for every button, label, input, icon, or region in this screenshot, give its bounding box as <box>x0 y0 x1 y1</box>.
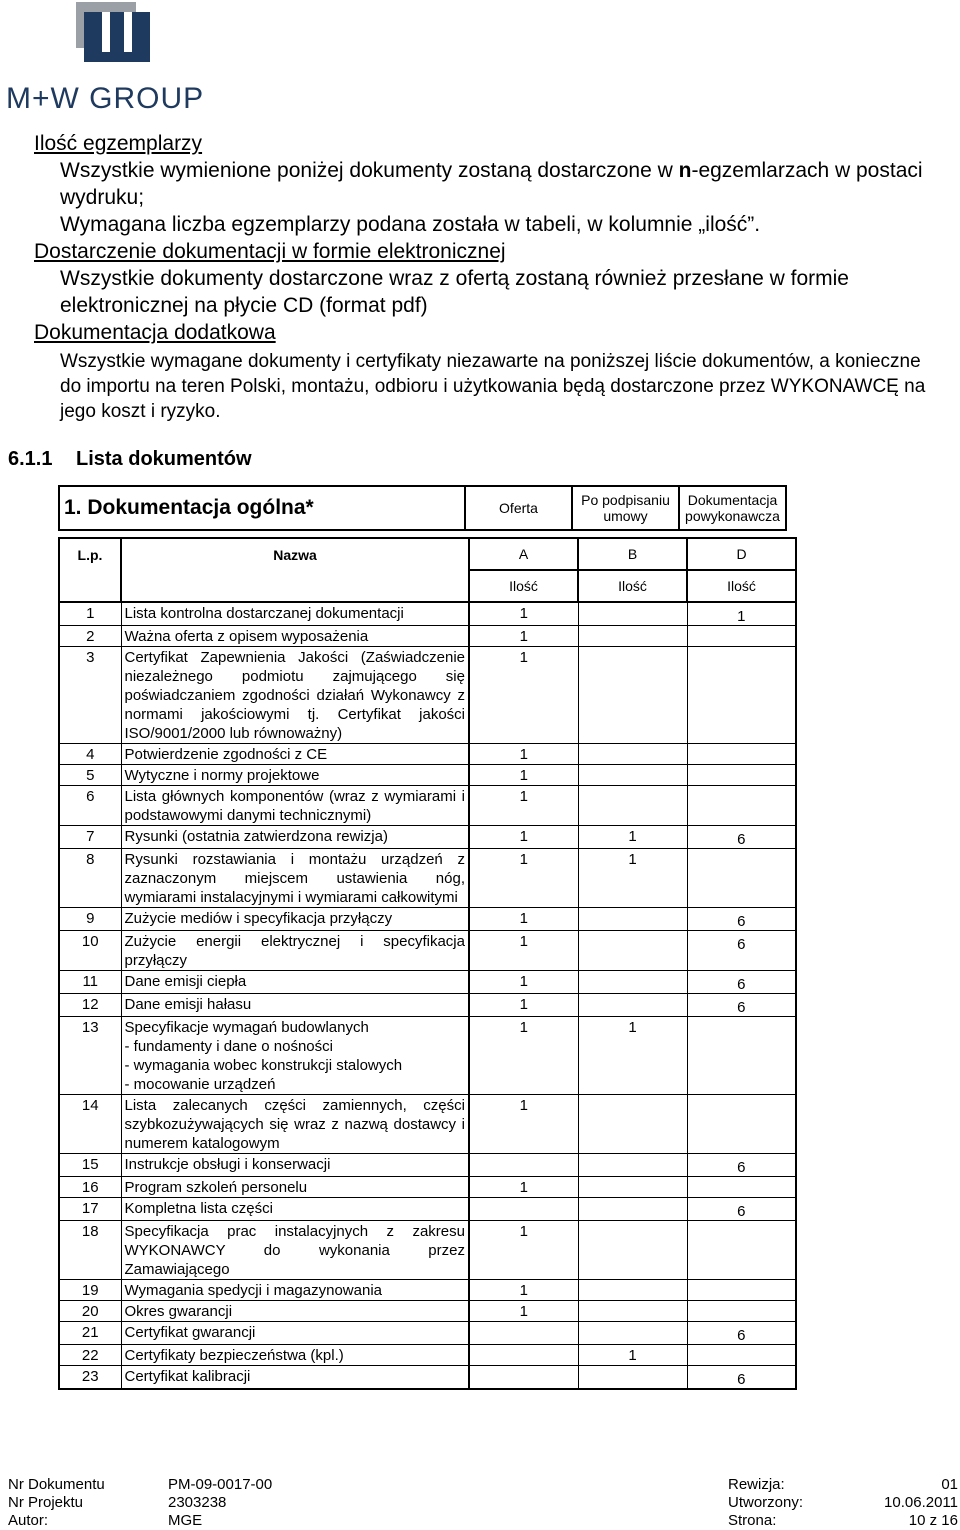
row-qty-after-signing: 1 <box>578 1017 687 1095</box>
row-number: 14 <box>59 1095 121 1154</box>
row-document-name: Certyfikaty bezpieczeństwa (kpl.) <box>121 1345 469 1366</box>
table-row <box>59 1221 796 1280</box>
row-qty-offer: 1 <box>469 765 578 786</box>
footer-label: Autor: <box>8 1512 49 1529</box>
logo-mark-icon <box>76 2 152 64</box>
row-number: 3 <box>59 647 121 744</box>
row-number: 1 <box>59 602 121 626</box>
table-row <box>59 1198 796 1221</box>
row-number: 17 <box>59 1198 121 1221</box>
table-row <box>59 931 796 971</box>
table-row <box>59 1301 796 1322</box>
paragraph-copies <box>60 157 944 211</box>
table-row <box>59 1322 796 1345</box>
row-qty-as-built <box>687 849 796 908</box>
row-document-name: Dane emisji ciepła <box>121 971 469 994</box>
row-document-name: Rysunki (ostatnia zatwierdzona rewizja) <box>121 826 469 849</box>
table-row <box>59 1366 796 1390</box>
row-qty-offer <box>469 1322 578 1345</box>
col-header-after-signing: Po podpisaniu umowy <box>572 486 679 530</box>
row-document-name: Ważna oferta z opisem wyposażenia <box>121 626 469 647</box>
col-name: Nazwa <box>121 538 469 602</box>
footer-label: Utworzony: <box>728 1494 804 1511</box>
footer-value: 2303238 <box>168 1494 227 1511</box>
row-qty-offer: 1 <box>469 971 578 994</box>
table-row <box>59 765 796 786</box>
table-row <box>59 1177 796 1198</box>
company-logo <box>6 2 226 115</box>
row-qty-as-built: 1 <box>687 602 796 626</box>
row-qty-after-signing <box>578 1366 687 1390</box>
col-header-offer: Oferta <box>465 486 572 530</box>
row-number: 19 <box>59 1280 121 1301</box>
row-qty-as-built <box>687 1345 796 1366</box>
row-qty-offer: 1 <box>469 744 578 765</box>
footer-value: 01 <box>941 1476 958 1493</box>
row-document-name: Lista zalecanych części zamiennych, części szybkozużywających się wraz z nazwą dostawcy i numerem katalogowym <box>121 1095 469 1154</box>
footer-row-document <box>8 1476 958 1494</box>
row-document-name: Specyfikacja prac instalacyjnych z zakresu WYKONAWCY do wykonania przez Zamawiającego <box>121 1221 469 1280</box>
row-qty-after-signing <box>578 1221 687 1280</box>
row-qty-after-signing <box>578 744 687 765</box>
row-qty-after-signing <box>578 994 687 1017</box>
row-qty-after-signing <box>578 1198 687 1221</box>
row-qty-as-built <box>687 1301 796 1322</box>
row-number: 6 <box>59 786 121 826</box>
section-title <box>8 448 252 471</box>
row-number: 15 <box>59 1154 121 1177</box>
row-qty-offer <box>469 1345 578 1366</box>
col-d: D <box>687 538 796 570</box>
row-number: 7 <box>59 826 121 849</box>
row-number: 20 <box>59 1301 121 1322</box>
row-qty-offer: 1 <box>469 602 578 626</box>
row-number: 4 <box>59 744 121 765</box>
row-qty-as-built: 6 <box>687 826 796 849</box>
footer-label: Nr Projektu <box>8 1494 84 1511</box>
table-row <box>59 971 796 994</box>
row-document-name-line: - fundamenty i dane o nośności <box>124 1038 333 1055</box>
row-qty-as-built: 6 <box>687 1198 796 1221</box>
row-qty-offer: 1 <box>469 1280 578 1301</box>
p1-pre: Wszystkie wymienione poniżej dokumenty zostaną dostarczone w <box>60 159 679 182</box>
row-qty-as-built <box>687 647 796 744</box>
row-qty-as-built: 6 <box>687 908 796 931</box>
heading-additional: Dokumentacja dodatkowa <box>34 321 276 344</box>
page-footer <box>8 1476 958 1530</box>
row-document-name: Wytyczne i normy projektowe <box>121 765 469 786</box>
footer-label: Rewizja: <box>728 1476 785 1493</box>
row-number: 18 <box>59 1221 121 1280</box>
row-qty-as-built: 6 <box>687 994 796 1017</box>
table-row <box>59 908 796 931</box>
table-row <box>59 647 796 744</box>
row-number: 11 <box>59 971 121 994</box>
row-document-name: Certyfikat Zapewnienia Jakości (Zaświadczenie niezależnego podmiotu zajmującego się poświadczaniem zgodności działań Wykonawcy z normami jakościowymi tj. Certyfikat jakości ISO/9001/2000 lub równoważny) <box>121 647 469 744</box>
row-qty-offer: 1 <box>469 908 578 931</box>
row-qty-as-built: 6 <box>687 971 796 994</box>
logo-text: M+W GROUP <box>6 82 205 115</box>
col-b: B <box>578 538 687 570</box>
document-list-table <box>58 537 797 1390</box>
table-row <box>59 826 796 849</box>
row-qty-offer <box>469 1366 578 1390</box>
table-row <box>59 744 796 765</box>
row-qty-as-built <box>687 1095 796 1154</box>
row-number: 23 <box>59 1366 121 1390</box>
footer-label: Strona: <box>728 1512 777 1529</box>
footer-value: 10 z 16 <box>908 1512 958 1529</box>
row-document-name: Program szkoleń personelu <box>121 1177 469 1198</box>
row-document-name: Rysunki rozstawiania i montażu urządzeń z zaznaczonym miejscem ustawienia nóg, wymiarami instalacyjnymi i wymiarami całkowitymi <box>121 849 469 908</box>
documentation-header-table <box>58 485 787 531</box>
row-qty-offer <box>469 1198 578 1221</box>
row-qty-after-signing <box>578 602 687 626</box>
row-qty-after-signing <box>578 1280 687 1301</box>
p1-post: -egzemlarzach w postaci wydruku; <box>60 159 923 209</box>
row-document-name: Certyfikat kalibracji <box>121 1366 469 1390</box>
table-row <box>59 1280 796 1301</box>
table-row <box>59 994 796 1017</box>
footer-label: Nr Dokumentu <box>8 1476 105 1493</box>
row-number: 5 <box>59 765 121 786</box>
row-number: 10 <box>59 931 121 971</box>
row-qty-offer: 1 <box>469 786 578 826</box>
row-number: 8 <box>59 849 121 908</box>
row-document-name: Kompletna lista części <box>121 1198 469 1221</box>
row-document-name: Certyfikat gwarancji <box>121 1322 469 1345</box>
row-qty-as-built <box>687 1280 796 1301</box>
row-qty-after-signing <box>578 786 687 826</box>
row-qty-offer: 1 <box>469 849 578 908</box>
section-name: Lista dokumentów <box>76 448 252 470</box>
row-document-name: Lista głównych komponentów (wraz z wymiarami i podstawowymi danymi technicznymi) <box>121 786 469 826</box>
footer-value: 10.06.2011 <box>884 1494 958 1511</box>
intro-section <box>34 130 944 424</box>
row-qty-as-built <box>687 765 796 786</box>
row-document-name: Zużycie energii elektrycznej i specyfikacja przyłączy <box>121 931 469 971</box>
doc-category-title: 1. Dokumentacja ogólna* <box>59 486 465 530</box>
row-qty-offer <box>469 1154 578 1177</box>
col-lp: L.p. <box>59 538 121 602</box>
row-qty-after-signing <box>578 908 687 931</box>
row-qty-offer: 1 <box>469 1095 578 1154</box>
row-qty-after-signing <box>578 647 687 744</box>
row-number: 2 <box>59 626 121 647</box>
section-number: 6.1.1 <box>8 448 53 470</box>
row-qty-after-signing <box>578 626 687 647</box>
row-qty-as-built <box>687 786 796 826</box>
row-qty-offer: 1 <box>469 994 578 1017</box>
row-number: 12 <box>59 994 121 1017</box>
row-document-name: Potwierdzenie zgodności z CE <box>121 744 469 765</box>
row-qty-after-signing: 1 <box>578 849 687 908</box>
row-document-name: Lista kontrolna dostarczanej dokumentacji <box>121 602 469 626</box>
row-qty-after-signing <box>578 765 687 786</box>
row-qty-as-built: 6 <box>687 931 796 971</box>
row-qty-after-signing <box>578 931 687 971</box>
row-qty-as-built <box>687 1177 796 1198</box>
row-qty-as-built: 6 <box>687 1366 796 1390</box>
heading-copies: Ilość egzemplarzy <box>34 132 203 155</box>
row-qty-offer: 1 <box>469 1017 578 1095</box>
row-qty-offer: 1 <box>469 626 578 647</box>
row-qty-after-signing <box>578 1322 687 1345</box>
row-document-name-line: - wymagania wobec konstrukcji stalowych <box>124 1057 403 1074</box>
row-document-name: Wymagania spedycji i magazynowania <box>121 1280 469 1301</box>
table-row <box>59 1095 796 1154</box>
col-header-as-built: Dokumentacja powykonawcza <box>679 486 786 530</box>
row-qty-as-built <box>687 1221 796 1280</box>
row-qty-as-built: 6 <box>687 1154 796 1177</box>
qty-d: Ilość <box>687 570 796 602</box>
row-number: 22 <box>59 1345 121 1366</box>
row-number: 9 <box>59 908 121 931</box>
paragraph-electronic: Wszystkie dokumenty dostarczone wraz z ofertą zostaną również przesłane w formie elektronicznej na płycie CD (format pdf) <box>60 267 849 317</box>
row-qty-after-signing <box>578 1177 687 1198</box>
heading-electronic: Dostarczenie dokumentacji w formie elektronicznej <box>34 240 506 263</box>
footer-row-project <box>8 1494 958 1512</box>
row-document-name-line: Specyfikacje wymagań budowlanych <box>124 1019 369 1036</box>
paragraph-column: Wymagana liczba egzemplarzy podana została w tabeli, w kolumnie „ilość”. <box>60 213 761 236</box>
row-qty-offer: 1 <box>469 1221 578 1280</box>
footer-row-author <box>8 1512 958 1530</box>
row-document-name-line: - mocowanie urządzeń <box>124 1076 276 1093</box>
paragraph-additional: Wszystkie wymagane dokumenty i certyfikaty niezawarte na poniższej liście dokumentów, a konieczne do importu na teren Polski, montażu, odbioru i użytkowania będą dostarczone przez WYKONAWCĘ na jego koszt i ryzyko. <box>60 351 926 422</box>
table-row <box>59 602 796 626</box>
row-document-name: Dane emisji hałasu <box>121 994 469 1017</box>
row-qty-as-built <box>687 744 796 765</box>
row-qty-after-signing <box>578 1301 687 1322</box>
footer-value: MGE <box>168 1512 203 1529</box>
row-number: 16 <box>59 1177 121 1198</box>
row-qty-offer: 1 <box>469 647 578 744</box>
row-qty-as-built <box>687 626 796 647</box>
row-document-name <box>121 1017 469 1095</box>
row-document-name: Okres gwarancji <box>121 1301 469 1322</box>
table-row <box>59 1017 796 1095</box>
table-row <box>59 1154 796 1177</box>
footer-value: PM-09-0017-00 <box>168 1476 273 1493</box>
row-qty-offer: 1 <box>469 931 578 971</box>
qty-a: Ilość <box>469 570 578 602</box>
qty-b: Ilość <box>578 570 687 602</box>
row-qty-after-signing: 1 <box>578 1345 687 1366</box>
col-a: A <box>469 538 578 570</box>
row-document-name: Instrukcje obsługi i konserwacji <box>121 1154 469 1177</box>
row-qty-as-built <box>687 1017 796 1095</box>
row-qty-after-signing <box>578 1154 687 1177</box>
table-row <box>59 1345 796 1366</box>
p1-bold: n <box>678 159 692 182</box>
row-qty-after-signing: 1 <box>578 826 687 849</box>
row-qty-as-built: 6 <box>687 1322 796 1345</box>
row-number: 13 <box>59 1017 121 1095</box>
table-row <box>59 849 796 908</box>
table-row <box>59 786 796 826</box>
table-row <box>59 626 796 647</box>
row-number: 21 <box>59 1322 121 1345</box>
row-document-name: Zużycie mediów i specyfikacja przyłączy <box>121 908 469 931</box>
row-qty-after-signing <box>578 1095 687 1154</box>
row-qty-offer: 1 <box>469 826 578 849</box>
row-qty-offer: 1 <box>469 1177 578 1198</box>
row-qty-after-signing <box>578 971 687 994</box>
row-qty-offer: 1 <box>469 1301 578 1322</box>
